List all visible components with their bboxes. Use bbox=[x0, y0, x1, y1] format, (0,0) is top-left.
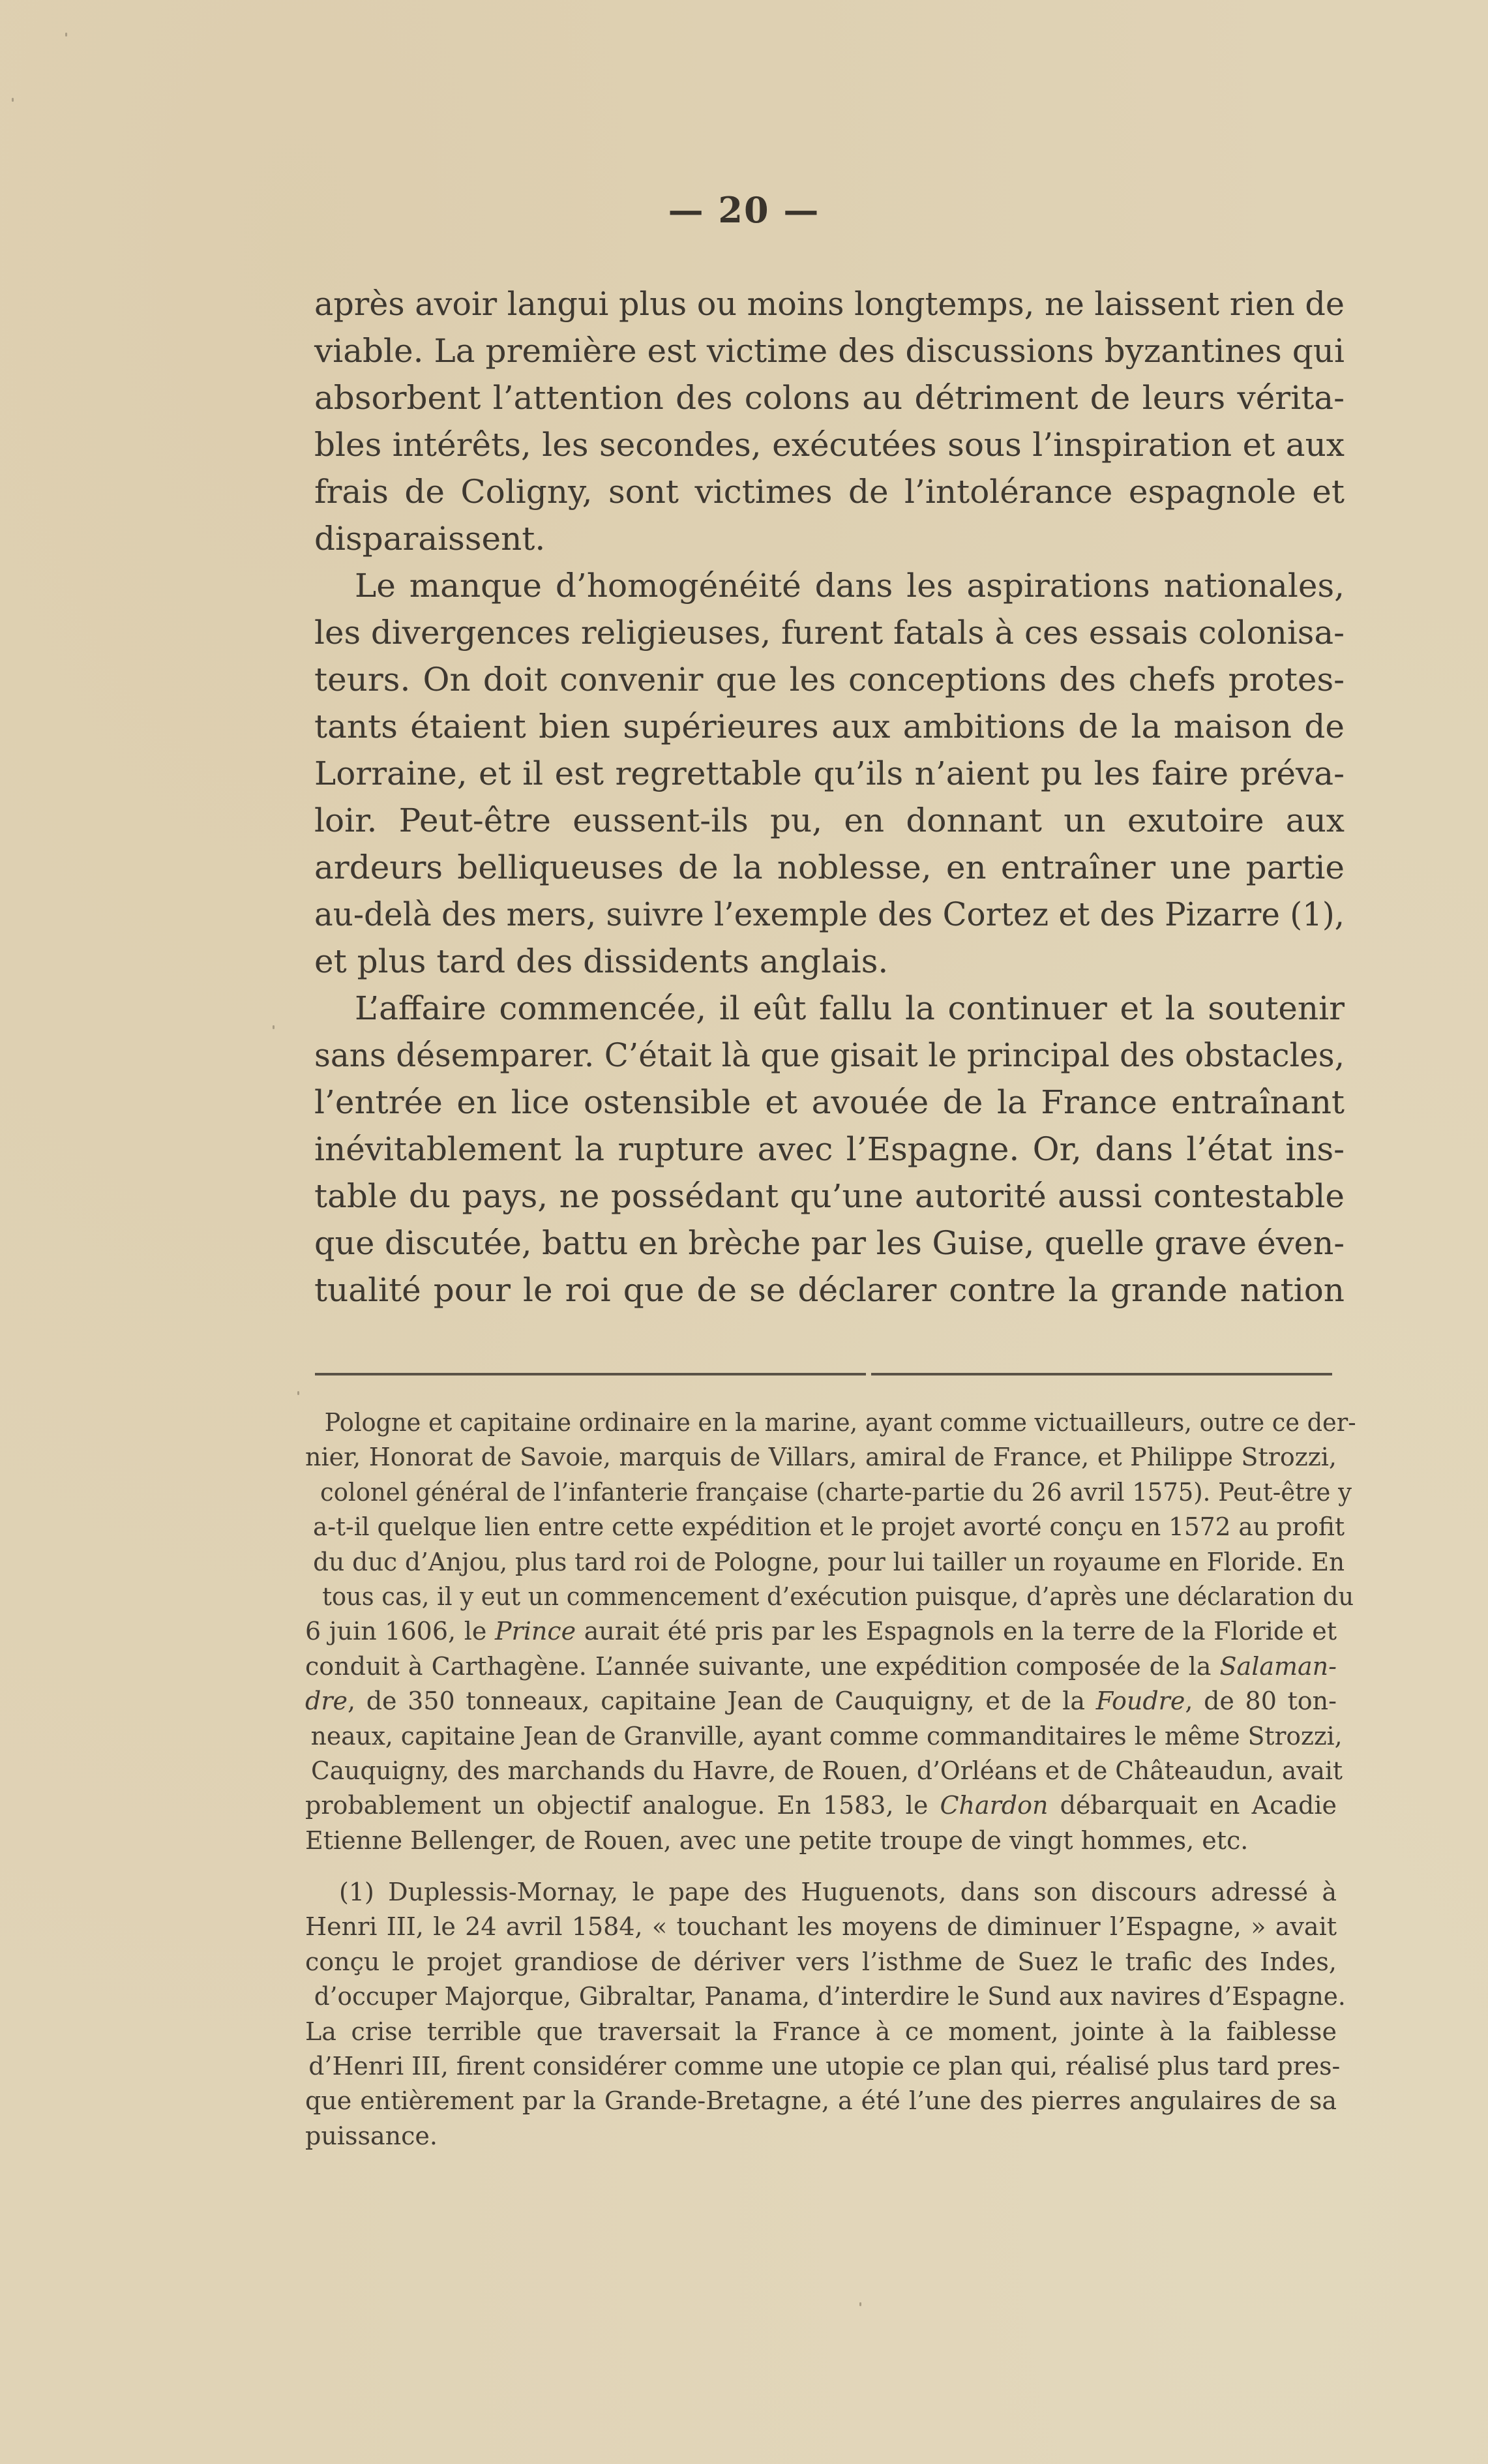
text-line: loir. Peut-être eussent-ils pu, en donnant un exutoire aux bbox=[314, 802, 1345, 839]
footnotes-block bbox=[305, 1405, 1356, 2154]
ship-name-chardon: Chardon bbox=[940, 1791, 1049, 1820]
footnote-line: conçu le projet grandiose de dériver vers l’isthme de Suez le trafic des Indes, bbox=[305, 1947, 1337, 1976]
text-line: tants étaient bien supérieures aux ambitions de la maison de bbox=[314, 708, 1345, 745]
footnote-1 bbox=[305, 1875, 1346, 2154]
footnote-spacer bbox=[305, 1858, 1337, 1875]
text-line: L’affaire commencée, il eût fallu la continuer et la soutenir bbox=[355, 989, 1345, 1027]
footnote-line: du duc d’Anjou, plus tard roi de Pologne, pour lui tailler un royaume en Floride. En bbox=[313, 1547, 1345, 1576]
text-line: tualité pour le roi que de se déclarer contre la grande nation bbox=[314, 1271, 1345, 1309]
footnote-line: d’Henri III, firent considérer comme une utopie ce plan qui, réalisé plus tard pres- bbox=[308, 2052, 1341, 2081]
paragraph-3 bbox=[314, 985, 1345, 1314]
text-line: frais de Coligny, sont victimes de l’intolérance espagnole et bbox=[314, 473, 1345, 511]
text-line: viable. La première est victime des discussions byzantines qui bbox=[314, 332, 1345, 370]
paragraph-2 bbox=[314, 562, 1345, 985]
text-line: absorbent l’attention des colons au détriment de leurs vérita- bbox=[314, 379, 1345, 417]
paragraph-1 bbox=[314, 280, 1345, 562]
ship-name-prince: Prince bbox=[494, 1617, 576, 1646]
text-line: table du pays, ne possédant qu’une autorité aussi contestable bbox=[314, 1177, 1345, 1215]
text-line: après avoir langui plus ou moins longtemps, ne laissent rien de bbox=[314, 285, 1345, 323]
text-line: teurs. On doit convenir que les conceptions des chefs protes- bbox=[314, 661, 1345, 699]
text-line: sans désemparer. C’était là que gisait le principal des obstacles, bbox=[314, 1036, 1345, 1074]
page-number: — 20 — bbox=[668, 189, 820, 231]
footnote-line: a-t-il quelque lien entre cette expédition et le projet avorté conçu en 1572 au profit bbox=[313, 1512, 1345, 1542]
footnote-line: Etienne Bellenger, de Rouen, avec une petite troupe de vingt hommes, etc. bbox=[305, 1825, 1249, 1855]
footnote-line: d’occuper Majorque, Gibraltar, Panama, d’interdire le Sund aux navires d’Espagne. bbox=[314, 1982, 1346, 2011]
text-line: ardeurs belliqueuses de la noblesse, en entraîner une partie bbox=[314, 849, 1345, 886]
paper-speck bbox=[12, 98, 14, 102]
text-line: Le manque d’homogénéité dans les aspirations nationales, bbox=[355, 567, 1345, 605]
paper-speck bbox=[297, 1391, 299, 1395]
text-line: et plus tard des dissidents anglais. bbox=[314, 942, 889, 980]
text-line: l’entrée en lice ostensible et avouée de la France entraînant bbox=[314, 1083, 1345, 1121]
footnote-continued bbox=[305, 1405, 1356, 1858]
text-line: que discutée, battu en brèche par les Guise, quelle grave éven- bbox=[314, 1224, 1345, 1262]
ship-name-salamandre-end: dre bbox=[305, 1687, 348, 1716]
footnote-separator-rule bbox=[315, 1373, 1332, 1375]
text-line: bles intérêts, les secondes, exécutées sous l’inspiration et aux bbox=[314, 426, 1345, 464]
text-line: disparaissent. bbox=[314, 520, 546, 558]
footnote-line: 6 juin 1606, le Prince aurait été pris par les Espagnols en la terre de la Floride et bbox=[305, 1617, 1337, 1646]
footnote-line: dre, de 350 tonneaux, capitaine Jean de Cauquigny, et de la Foudre, de 80 ton- bbox=[305, 1687, 1337, 1716]
footnote-line: colonel général de l’infanterie française (charte-partie du 26 avril 1575). Peut-être y bbox=[320, 1477, 1352, 1507]
footnote-line: que entièrement par la Grande-Bretagne, a été l’une des pierres angulaires de sa bbox=[305, 2086, 1337, 2116]
ship-name-foudre: Foudre bbox=[1095, 1687, 1185, 1716]
footnote-line: Cauquigny, des marchands du Havre, de Rouen, d’Orléans et de Châteaudun, avait bbox=[311, 1756, 1343, 1785]
footnote-line: neaux, capitaine Jean de Granville, ayant comme commanditaires le même Strozzi, bbox=[310, 1721, 1343, 1750]
text-line: les divergences religieuses, furent fatals à ces essais colonisa- bbox=[314, 614, 1345, 652]
footnote-line: tous cas, il y eut un commencement d’exécution puisque, d’après une déclaration du bbox=[322, 1582, 1354, 1611]
text-line: Lorraine, et il est regrettable qu’ils n’aient pu les faire préva- bbox=[314, 755, 1345, 792]
paper-speck bbox=[65, 33, 67, 37]
footnote-line: La crise terrible que traversait la France à ce moment, jointe à la faiblesse bbox=[305, 2017, 1337, 2046]
text-line: inévitablement la rupture avec l’Espagne. Or, dans l’état ins- bbox=[314, 1130, 1345, 1168]
footnote-line: nier, Honorat de Savoie, marquis de Villars, amiral de France, et Philippe Strozzi, bbox=[305, 1443, 1337, 1472]
footnote-line: probablement un objectif analogue. En 1583, le Chardon débarquait en Acadie bbox=[305, 1791, 1337, 1820]
footnote-line: (1) Duplessis-Mornay, le pape des Huguenots, dans son discours adressé à bbox=[339, 1878, 1337, 1907]
footnote-line: puissance. bbox=[305, 2121, 438, 2150]
paper-speck bbox=[859, 2302, 861, 2306]
footnote-line: Henri III, le 24 avril 1584, « touchant les moyens de diminuer l’Espagne, » avait bbox=[305, 1912, 1337, 1942]
text-line-with-footnote-ref: au-delà des mers, suivre l’exemple des Cortez et des Pizarre (1), bbox=[314, 895, 1345, 933]
footnote-line: conduit à Carthagène. L’année suivante, une expédition composée de la Salaman- bbox=[305, 1651, 1337, 1681]
rule-gap bbox=[866, 1373, 871, 1375]
footnote-line: Pologne et capitaine ordinaire en la marine, ayant comme victuailleurs, outre ce der- bbox=[324, 1408, 1356, 1437]
main-text-block bbox=[314, 280, 1345, 1314]
paper-speck bbox=[273, 1025, 275, 1029]
ship-name-salamandre: Salaman- bbox=[1219, 1651, 1337, 1681]
